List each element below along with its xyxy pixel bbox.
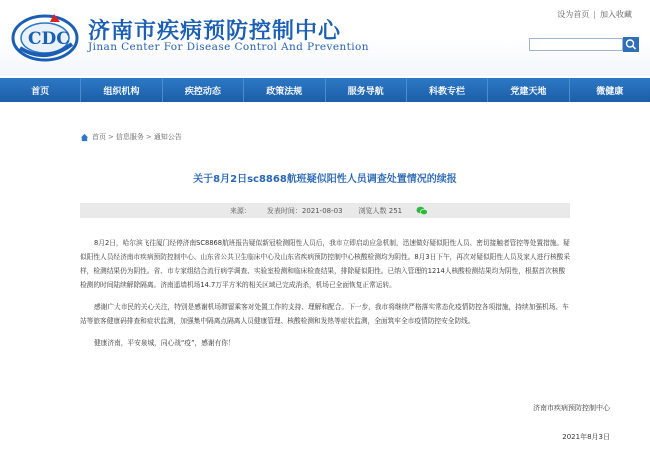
nav-item-news[interactable]: 疾控动态 — [163, 78, 244, 102]
nav-item-organization[interactable]: 组织机构 — [81, 78, 162, 102]
breadcrumb-notices[interactable]: 通知公告 — [153, 133, 182, 141]
breadcrumb-separator: > — [145, 133, 152, 141]
article-publish-time: 发表时间：2021-08-03 — [266, 206, 343, 215]
nav-item-services[interactable]: 服务导航 — [326, 78, 407, 102]
search-input[interactable] — [529, 38, 623, 51]
breadcrumb — [80, 132, 182, 142]
nav-item-policy[interactable]: 政策法规 — [244, 78, 325, 102]
main-nav — [0, 78, 650, 102]
article-closing: 健康济南，平安泉城，同心战“疫”，感谢有你！ — [94, 339, 235, 347]
add-favorite-link[interactable]: 加入收藏 — [600, 10, 632, 19]
wechat-share-icon[interactable] — [416, 206, 428, 216]
search-icon — [623, 37, 639, 52]
breadcrumb-info-service[interactable]: 信息服务 — [115, 133, 144, 141]
search-button[interactable] — [623, 37, 639, 52]
nav-item-science[interactable]: 科教专栏 — [407, 78, 488, 102]
home-icon — [80, 133, 89, 142]
site-header — [0, 0, 650, 76]
breadcrumb-separator: > — [108, 133, 114, 141]
set-homepage-link[interactable]: 设为首页 — [557, 10, 590, 19]
link-separator: | — [593, 10, 596, 19]
article-title: 关于8月2日sc8868航班疑似阳性人员调查处置情况的续报 — [193, 174, 457, 185]
article-paragraph: 感谢广大市民的关心关注，特别是感谢机场滞留乘客对处置工作的支持、理解和配合。下一步，我市将继续严格落实常态化疫情防控各项措施，持续加强机场、车站等旅客健康码排查和症状监测，加强集中隔离点隔离人员健康管理、核酸检测和发热等症状监测，全面筑牢全市疫情防控安全防线。 — [80, 303, 569, 325]
article-body — [80, 236, 570, 358]
article-views: 浏览人数 251 — [358, 206, 403, 215]
nav-item-home[interactable]: 首页 — [0, 78, 81, 102]
nav-item-micro-health[interactable]: 微健康 — [596, 86, 624, 97]
site-title-en: Jinan Center For Disease Control And Prevention — [88, 41, 369, 53]
signature-org: 济南市疾病预防控制中心 — [533, 404, 610, 412]
top-links — [553, 9, 636, 20]
svg-text:CDC: CDC — [28, 29, 70, 49]
signature-date: 2021年8月3日 — [562, 433, 610, 441]
breadcrumb-home[interactable]: 首页 — [92, 133, 106, 141]
article-meta — [80, 203, 570, 218]
article-source: 来源： — [229, 206, 251, 215]
article-paragraph: 8月2日，哈尔滨飞往厦门经停济南SC8868航班报告疑似新冠检测阳性人员后，我市立即启动应急机制，迅速做好疑似阳性人员、密切接触者管控等处置措施。疑似阳性人员经济南市疾病预防控制中心、山东省公共卫生临床中心及山东省疾病预防控制中心核酸检测均为阴性。8月3日下午，再次对疑似阳性人员及家人进行核酸采样，检测结果仍为阴性。省、市专家组结合流行病学调查、实验室检测和临床检查结果，排除疑似阳性。已纳入管理的1214人核酸检测结果均为阴性，根据首次核酸检测的时间陆续解除隔离。济南遥墙机场14.7万平方米的相关区域已完成消杀，机场已全面恢复正常运转。 — [80, 239, 571, 289]
site-title-cn: 济南市疾病预防控制中心 — [88, 19, 342, 44]
nav-item-party[interactable]: 党建天地 — [488, 78, 569, 102]
cdc-logo-icon[interactable] — [10, 8, 80, 64]
